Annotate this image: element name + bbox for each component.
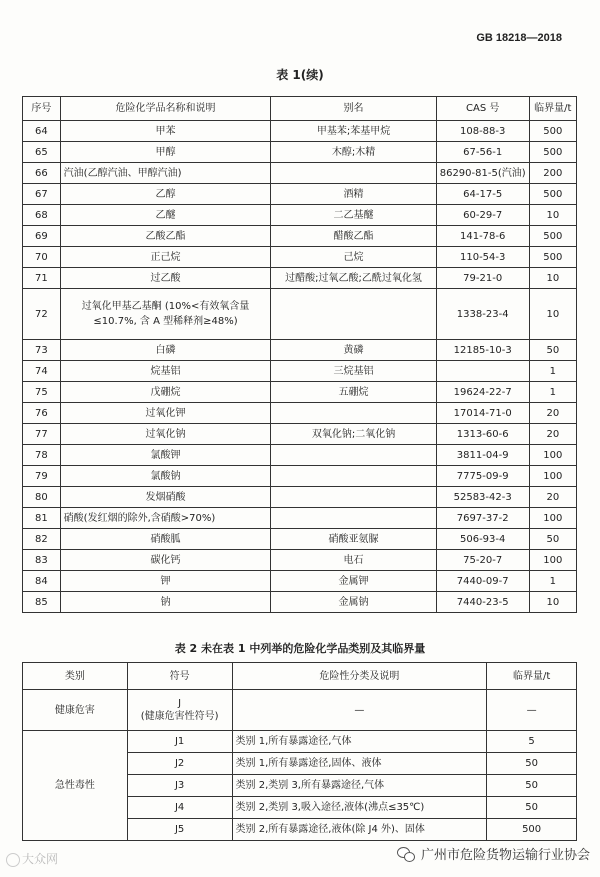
cell-quantity: 10 bbox=[529, 205, 576, 226]
description-cell: 类别 1,所有暴露途径,气体 bbox=[232, 731, 487, 753]
table-row bbox=[23, 690, 577, 731]
description-cell: 类别 2,类别 3,所有暴露途径,气体 bbox=[232, 775, 487, 797]
col-header-symbol: 符号 bbox=[127, 663, 232, 690]
table-row bbox=[23, 403, 577, 424]
cell-alias: 硝酸亚氨脲 bbox=[271, 529, 436, 550]
cell-cas: 7775-09-9 bbox=[436, 466, 529, 487]
cell-quantity: 500 bbox=[529, 184, 576, 205]
quantity-cell: 5 bbox=[487, 731, 577, 753]
cell-alias bbox=[271, 445, 436, 466]
cell-quantity: 1 bbox=[529, 361, 576, 382]
col-header-name: 危险化学品名称和说明 bbox=[60, 97, 271, 121]
cell-name: 乙酸乙酯 bbox=[60, 226, 271, 247]
cell-name: 过氧化甲基乙基酮 (10%<有效氧含量≤10.7%, 含 A 型稀释剂≥48%) bbox=[60, 289, 271, 340]
symbol-cell: J4 bbox=[127, 797, 232, 819]
cell-alias: 过醋酸;过氧乙酸;乙酰过氧化氢 bbox=[271, 268, 436, 289]
quantity-cell: 50 bbox=[487, 797, 577, 819]
table-row bbox=[23, 340, 577, 361]
cell-quantity: 500 bbox=[529, 247, 576, 268]
wechat-icon bbox=[397, 847, 415, 861]
cell-quantity: 10 bbox=[529, 289, 576, 340]
cell-alias: 甲基苯;苯基甲烷 bbox=[271, 121, 436, 142]
symbol-cell: J1 bbox=[127, 731, 232, 753]
table-row bbox=[23, 445, 577, 466]
cell-quantity: 1 bbox=[529, 382, 576, 403]
cell-no: 67 bbox=[23, 184, 61, 205]
cell-no: 79 bbox=[23, 466, 61, 487]
cell-cas: 75-20-7 bbox=[436, 550, 529, 571]
cell-cas: 79-21-0 bbox=[436, 268, 529, 289]
col-header-cas: CAS 号 bbox=[436, 97, 529, 121]
cell-name: 过乙酸 bbox=[60, 268, 271, 289]
table-row bbox=[23, 205, 577, 226]
cell-alias bbox=[271, 403, 436, 424]
quantity-cell: — bbox=[487, 690, 577, 731]
cell-cas: 3811-04-9 bbox=[436, 445, 529, 466]
cell-alias: 电石 bbox=[271, 550, 436, 571]
table2-caption: 表 2 未在表 1 中列举的危险化学品类别及其临界量 bbox=[174, 642, 426, 655]
cell-name: 硝酸(发红烟的除外,含硝酸>70%) bbox=[60, 508, 271, 529]
cell-name: 戊硼烷 bbox=[60, 382, 271, 403]
cell-alias: 醋酸乙酯 bbox=[271, 226, 436, 247]
cell-cas: 19624-22-7 bbox=[436, 382, 529, 403]
cell-name: 过氧化钾 bbox=[60, 403, 271, 424]
symbol-note: (健康危害性符号) bbox=[140, 711, 219, 722]
cell-no: 64 bbox=[23, 121, 61, 142]
cell-name: 乙醚 bbox=[60, 205, 271, 226]
cell-quantity: 100 bbox=[529, 466, 576, 487]
cell-cas: 7697-37-2 bbox=[436, 508, 529, 529]
cell-alias: 金属钾 bbox=[271, 571, 436, 592]
table2-header-row bbox=[23, 663, 577, 690]
description-cell: — bbox=[232, 690, 487, 731]
cell-quantity: 10 bbox=[529, 592, 576, 613]
cell-no: 69 bbox=[23, 226, 61, 247]
symbol-cell bbox=[127, 690, 232, 731]
watermark-left-text: 大众网 bbox=[22, 852, 59, 866]
table2 bbox=[22, 662, 577, 841]
cell-alias: 二乙基醚 bbox=[271, 205, 436, 226]
cell-no: 84 bbox=[23, 571, 61, 592]
watermark-right bbox=[397, 844, 590, 863]
col-header-alias: 别名 bbox=[271, 97, 436, 121]
cell-alias: 金属钠 bbox=[271, 592, 436, 613]
symbol-cell: J5 bbox=[127, 819, 232, 841]
cell-cas: 86290-81-5(汽油) bbox=[436, 163, 529, 184]
cell-name: 氯酸钾 bbox=[60, 445, 271, 466]
table-row bbox=[23, 424, 577, 445]
cell-quantity: 200 bbox=[529, 163, 576, 184]
cell-name: 甲苯 bbox=[60, 121, 271, 142]
cell-quantity: 100 bbox=[529, 550, 576, 571]
description-cell: 类别 2,类别 3,吸入途径,液体(沸点≤35℃) bbox=[232, 797, 487, 819]
quantity-cell: 50 bbox=[487, 753, 577, 775]
cell-quantity: 50 bbox=[529, 340, 576, 361]
cell-quantity: 20 bbox=[529, 487, 576, 508]
cell-alias bbox=[271, 163, 436, 184]
quantity-cell: 50 bbox=[487, 775, 577, 797]
cell-cas: 67-56-1 bbox=[436, 142, 529, 163]
cell-no: 81 bbox=[23, 508, 61, 529]
symbol-cell: J2 bbox=[127, 753, 232, 775]
table1 bbox=[22, 96, 577, 613]
watermark-left bbox=[6, 850, 58, 867]
cell-no: 65 bbox=[23, 142, 61, 163]
table-row bbox=[23, 508, 577, 529]
cell-name: 汽油(乙醇汽油、甲醇汽油) bbox=[60, 163, 271, 184]
table-row bbox=[23, 571, 577, 592]
table-row bbox=[23, 466, 577, 487]
symbol-cell: J3 bbox=[127, 775, 232, 797]
cell-no: 76 bbox=[23, 403, 61, 424]
cell-cas: 17014-71-0 bbox=[436, 403, 529, 424]
cell-quantity: 100 bbox=[529, 508, 576, 529]
cell-no: 83 bbox=[23, 550, 61, 571]
cell-alias: 酒精 bbox=[271, 184, 436, 205]
cell-cas: 1338-23-4 bbox=[436, 289, 529, 340]
cell-quantity: 100 bbox=[529, 445, 576, 466]
cell-no: 68 bbox=[23, 205, 61, 226]
cell-no: 78 bbox=[23, 445, 61, 466]
cell-name: 钾 bbox=[60, 571, 271, 592]
col-header-no: 序号 bbox=[23, 97, 61, 121]
col-header-description: 危险性分类及说明 bbox=[232, 663, 487, 690]
table2-body bbox=[23, 731, 577, 841]
cell-alias bbox=[271, 487, 436, 508]
cell-cas: 7440-09-7 bbox=[436, 571, 529, 592]
table-row bbox=[23, 184, 577, 205]
cell-name: 烷基铝 bbox=[60, 361, 271, 382]
cell-alias bbox=[271, 289, 436, 340]
cell-quantity: 500 bbox=[529, 226, 576, 247]
cell-name: 钠 bbox=[60, 592, 271, 613]
cell-quantity: 20 bbox=[529, 424, 576, 445]
table1-header-row bbox=[23, 97, 577, 121]
cell-quantity: 50 bbox=[529, 529, 576, 550]
table-row bbox=[23, 121, 577, 142]
cell-cas: 60-29-7 bbox=[436, 205, 529, 226]
cell-name: 碳化钙 bbox=[60, 550, 271, 571]
cell-cas: 141-78-6 bbox=[436, 226, 529, 247]
table-row bbox=[23, 550, 577, 571]
standard-number: GB 18218—2018 bbox=[476, 32, 562, 44]
watermark-right-text: 广州市危险货物运输行业协会 bbox=[420, 848, 590, 863]
cell-no: 75 bbox=[23, 382, 61, 403]
table-row bbox=[23, 289, 577, 340]
table-row bbox=[23, 142, 577, 163]
cell-name: 发烟硝酸 bbox=[60, 487, 271, 508]
col-header-quantity: 临界量/t bbox=[529, 97, 576, 121]
cell-alias bbox=[271, 508, 436, 529]
quantity-cell: 500 bbox=[487, 819, 577, 841]
cell-no: 71 bbox=[23, 268, 61, 289]
cell-quantity: 500 bbox=[529, 121, 576, 142]
cell-name: 氯酸钠 bbox=[60, 466, 271, 487]
table-row bbox=[23, 226, 577, 247]
cell-name: 过氧化钠 bbox=[60, 424, 271, 445]
cell-cas: 110-54-3 bbox=[436, 247, 529, 268]
cell-cas: 52583-42-3 bbox=[436, 487, 529, 508]
cell-alias: 黄磷 bbox=[271, 340, 436, 361]
cell-cas: 64-17-5 bbox=[436, 184, 529, 205]
cell-cas: 506-93-4 bbox=[436, 529, 529, 550]
table-row bbox=[23, 361, 577, 382]
category-cell: 急性毒性 bbox=[23, 731, 128, 841]
cell-no: 66 bbox=[23, 163, 61, 184]
cell-name: 正己烷 bbox=[60, 247, 271, 268]
cell-cas: 12185-10-3 bbox=[436, 340, 529, 361]
table-row bbox=[23, 487, 577, 508]
cell-no: 80 bbox=[23, 487, 61, 508]
cell-no: 74 bbox=[23, 361, 61, 382]
cell-alias: 五硼烷 bbox=[271, 382, 436, 403]
cell-alias: 木醇;木精 bbox=[271, 142, 436, 163]
cell-quantity: 500 bbox=[529, 142, 576, 163]
description-cell: 类别 1,所有暴露途径,固体、液体 bbox=[232, 753, 487, 775]
cell-no: 85 bbox=[23, 592, 61, 613]
cell-no: 77 bbox=[23, 424, 61, 445]
cell-name: 白磷 bbox=[60, 340, 271, 361]
table-row bbox=[23, 382, 577, 403]
cell-alias: 双氧化钠;二氧化钠 bbox=[271, 424, 436, 445]
table-row bbox=[23, 529, 577, 550]
weibo-icon bbox=[6, 853, 20, 867]
symbol-text: J bbox=[178, 698, 182, 709]
cell-name: 硝酸胍 bbox=[60, 529, 271, 550]
cell-no: 82 bbox=[23, 529, 61, 550]
table-row bbox=[23, 592, 577, 613]
cell-alias: 三烷基铝 bbox=[271, 361, 436, 382]
cell-alias: 己烷 bbox=[271, 247, 436, 268]
cell-cas: 1313-60-6 bbox=[436, 424, 529, 445]
cell-no: 72 bbox=[23, 289, 61, 340]
cell-quantity: 10 bbox=[529, 268, 576, 289]
table-row bbox=[23, 247, 577, 268]
col-header-quantity: 临界量/t bbox=[487, 663, 577, 690]
cell-name: 乙醇 bbox=[60, 184, 271, 205]
category-cell: 健康危害 bbox=[23, 690, 128, 731]
table-row bbox=[23, 731, 577, 753]
cell-cas: 108-88-3 bbox=[436, 121, 529, 142]
cell-alias bbox=[271, 466, 436, 487]
table1-body bbox=[23, 121, 577, 613]
cell-quantity: 20 bbox=[529, 403, 576, 424]
cell-name: 甲醇 bbox=[60, 142, 271, 163]
description-cell: 类别 2,所有暴露途径,液体(除 J4 外)、固体 bbox=[232, 819, 487, 841]
cell-no: 73 bbox=[23, 340, 61, 361]
cell-quantity: 1 bbox=[529, 571, 576, 592]
cell-cas: 7440-23-5 bbox=[436, 592, 529, 613]
table1-caption: 表 1(续) bbox=[276, 68, 324, 82]
col-header-category: 类别 bbox=[23, 663, 128, 690]
cell-cas bbox=[436, 361, 529, 382]
cell-no: 70 bbox=[23, 247, 61, 268]
table-row bbox=[23, 163, 577, 184]
table-row bbox=[23, 268, 577, 289]
